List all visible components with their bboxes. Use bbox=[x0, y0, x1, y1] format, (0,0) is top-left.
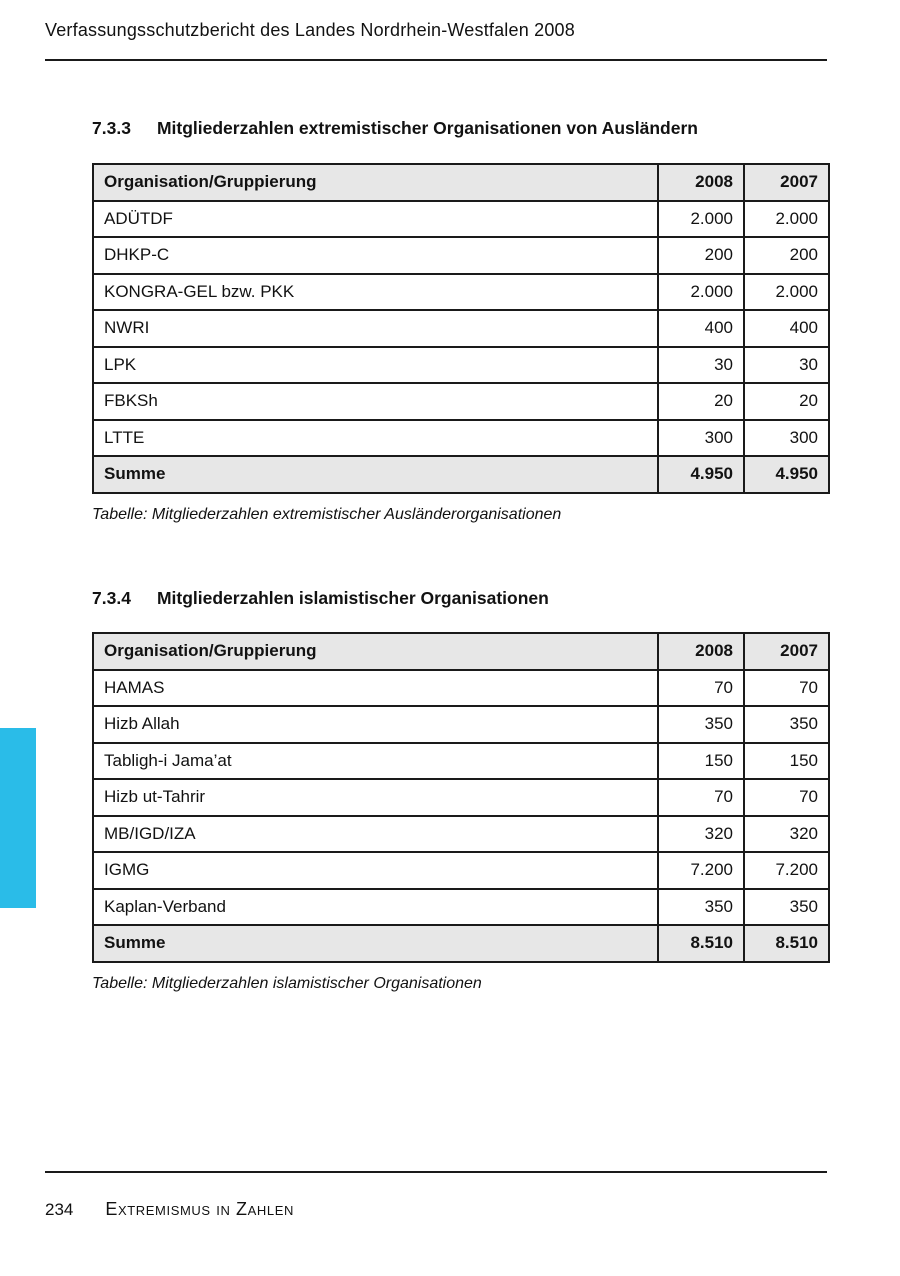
table-row bbox=[93, 743, 829, 780]
table-header-row bbox=[93, 633, 829, 670]
organisation-cell: NWRI bbox=[93, 310, 658, 347]
organisation-cell: LPK bbox=[93, 347, 658, 384]
value-cell: 70 bbox=[744, 779, 829, 816]
section-number: 7.3.4 bbox=[92, 588, 131, 608]
organisation-cell: HAMAS bbox=[93, 670, 658, 707]
value-cell: 300 bbox=[658, 420, 744, 457]
table-row bbox=[93, 201, 829, 238]
value-cell: 30 bbox=[658, 347, 744, 384]
page-number: 234 bbox=[45, 1200, 74, 1219]
value-cell: 7.200 bbox=[658, 852, 744, 889]
value-cell: 70 bbox=[658, 779, 744, 816]
value-cell: 350 bbox=[744, 889, 829, 926]
organisation-cell: KONGRA-GEL bzw. PKK bbox=[93, 274, 658, 311]
table-row bbox=[93, 347, 829, 384]
value-cell: 2.000 bbox=[744, 201, 829, 238]
table-row bbox=[93, 889, 829, 926]
total-value-cell: 4.950 bbox=[744, 456, 829, 493]
column-header: Organisation/Gruppierung bbox=[93, 164, 658, 201]
header-rule bbox=[45, 59, 827, 61]
value-cell: 7.200 bbox=[744, 852, 829, 889]
table-total-row bbox=[93, 925, 829, 962]
value-cell: 20 bbox=[658, 383, 744, 420]
value-cell: 400 bbox=[658, 310, 744, 347]
members-table-foreign-extremists bbox=[92, 163, 830, 494]
value-cell: 2.000 bbox=[658, 274, 744, 311]
section-title: Mitgliederzahlen islamistischer Organisationen bbox=[156, 588, 549, 608]
value-cell: 350 bbox=[658, 889, 744, 926]
value-cell: 20 bbox=[744, 383, 829, 420]
organisation-cell: Hizb ut-Tahrir bbox=[93, 779, 658, 816]
table-total-row bbox=[93, 456, 829, 493]
column-header: 2008 bbox=[658, 633, 744, 670]
value-cell: 200 bbox=[658, 237, 744, 274]
section-heading-733 bbox=[92, 118, 698, 139]
table-row bbox=[93, 237, 829, 274]
organisation-cell: IGMG bbox=[93, 852, 658, 889]
table-row bbox=[93, 310, 829, 347]
organisation-cell: DHKP-C bbox=[93, 237, 658, 274]
organisation-cell: FBKSh bbox=[93, 383, 658, 420]
margin-accent-bar bbox=[0, 728, 36, 908]
value-cell: 70 bbox=[658, 670, 744, 707]
total-label-cell: Summe bbox=[93, 925, 658, 962]
section-title: Mitgliederzahlen extremistischer Organisationen von Ausländern bbox=[156, 118, 698, 138]
table-row bbox=[93, 420, 829, 457]
value-cell: 350 bbox=[658, 706, 744, 743]
organisation-cell: ADÜTDF bbox=[93, 201, 658, 238]
footer-rule bbox=[45, 1171, 827, 1173]
organisation-cell: MB/IGD/IZA bbox=[93, 816, 658, 853]
table-row bbox=[93, 274, 829, 311]
table-row bbox=[93, 670, 829, 707]
section-number: 7.3.3 bbox=[92, 118, 131, 138]
members-table-islamist-organisations bbox=[92, 632, 830, 963]
value-cell: 320 bbox=[658, 816, 744, 853]
footer-section-label: Extremismus in Zahlen bbox=[105, 1199, 294, 1219]
section-heading-734 bbox=[92, 588, 549, 609]
table-caption: Tabelle: Mitgliederzahlen extremistischer Ausländerorganisationen bbox=[92, 506, 562, 523]
page-header-title: Verfassungsschutzbericht des Landes Nordrhein-Westfalen 2008 bbox=[45, 20, 575, 40]
value-cell: 350 bbox=[744, 706, 829, 743]
table-row bbox=[93, 706, 829, 743]
column-header: Organisation/Gruppierung bbox=[93, 633, 658, 670]
total-value-cell: 8.510 bbox=[744, 925, 829, 962]
value-cell: 70 bbox=[744, 670, 829, 707]
value-cell: 300 bbox=[744, 420, 829, 457]
table-row bbox=[93, 383, 829, 420]
value-cell: 2.000 bbox=[658, 201, 744, 238]
total-value-cell: 4.950 bbox=[658, 456, 744, 493]
organisation-cell: Hizb Allah bbox=[93, 706, 658, 743]
table-row bbox=[93, 779, 829, 816]
column-header: 2007 bbox=[744, 164, 829, 201]
table-caption: Tabelle: Mitgliederzahlen islamistischer Organisationen bbox=[92, 975, 482, 992]
page-footer bbox=[45, 1199, 294, 1220]
value-cell: 150 bbox=[744, 743, 829, 780]
value-cell: 200 bbox=[744, 237, 829, 274]
column-header: 2007 bbox=[744, 633, 829, 670]
organisation-cell: Kaplan-Verband bbox=[93, 889, 658, 926]
value-cell: 400 bbox=[744, 310, 829, 347]
table-row bbox=[93, 816, 829, 853]
organisation-cell: Tabligh-i Jama’at bbox=[93, 743, 658, 780]
table-header-row bbox=[93, 164, 829, 201]
table-row bbox=[93, 852, 829, 889]
column-header: 2008 bbox=[658, 164, 744, 201]
value-cell: 320 bbox=[744, 816, 829, 853]
value-cell: 2.000 bbox=[744, 274, 829, 311]
total-value-cell: 8.510 bbox=[658, 925, 744, 962]
value-cell: 150 bbox=[658, 743, 744, 780]
value-cell: 30 bbox=[744, 347, 829, 384]
total-label-cell: Summe bbox=[93, 456, 658, 493]
organisation-cell: LTTE bbox=[93, 420, 658, 457]
